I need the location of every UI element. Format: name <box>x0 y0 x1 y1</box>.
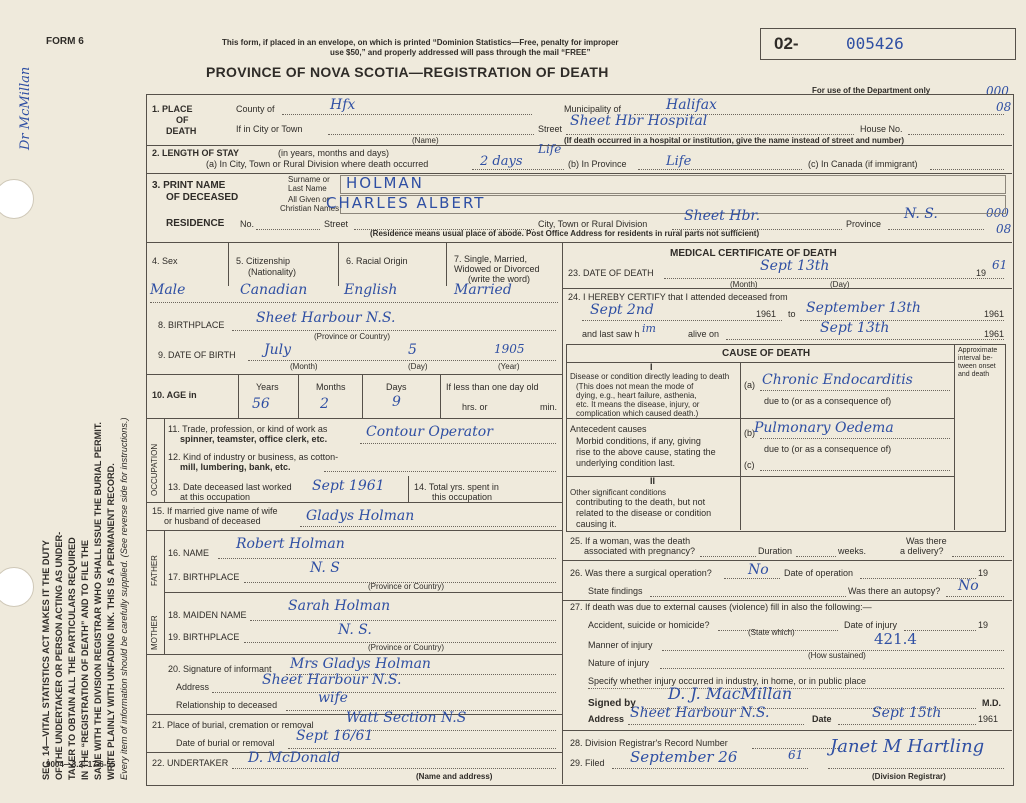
trade-line <box>360 443 556 444</box>
total-years-label-2: this occupation <box>432 492 493 502</box>
spouse-value: Gladys Holman <box>306 508 415 524</box>
interval-label-2: interval be- <box>958 355 993 362</box>
city-line <box>328 134 534 135</box>
age-months: 2 <box>320 396 329 412</box>
cert-to-value: September 13th <box>806 300 921 316</box>
death-year-prefix: 19 <box>976 268 987 278</box>
citizen-label: 5. Citizenship <box>236 256 291 266</box>
racial-label: 6. Racial Origin <box>346 256 408 266</box>
stay-hint: (in years, months and days) <box>278 148 390 158</box>
years-label: Years <box>256 382 279 392</box>
interval-label-4: and death <box>958 371 990 378</box>
divider-r2 <box>562 560 1012 561</box>
age-div-1 <box>238 374 239 418</box>
death-day-hint: (Day) <box>830 280 850 289</box>
interval-div <box>954 344 955 530</box>
divider-4 <box>146 374 562 375</box>
warning-line-1: SEC. 14—VITAL STATISTICS ACT MAKES IT THE DUTY <box>41 540 51 780</box>
disease-label-5: complication which caused death.) <box>576 409 699 418</box>
dob-line <box>248 360 556 361</box>
filed-label: 29. Filed <box>570 758 605 768</box>
stay-a-value: 2 days <box>480 154 523 169</box>
father-name-label: 16. NAME <box>168 548 210 558</box>
signed-value: D. J. MacMillan <box>668 684 793 703</box>
surgery-line <box>724 578 780 579</box>
relationship-value: wife <box>318 690 348 706</box>
min-label: min. <box>540 402 558 412</box>
death-date-line <box>664 278 1004 279</box>
duration-line <box>796 556 836 557</box>
trade-value: Contour Operator <box>366 424 493 440</box>
dob-year-hint: (Year) <box>498 362 520 371</box>
stay-c-line <box>930 169 1004 170</box>
burial-place-label: 21. Place of burial, cremation or removal <box>152 720 314 730</box>
dob-month: July <box>264 342 292 358</box>
mother-maiden-label: 18. MAIDEN NAME <box>168 610 247 620</box>
other-label-4: causing it. <box>576 519 617 529</box>
antecedent-label-1: Antecedent causes <box>570 424 647 434</box>
days-label: Days <box>386 382 407 392</box>
icd-code-value: 421.4 <box>874 630 917 648</box>
signed-address-label: Address <box>588 714 625 724</box>
warning-line-7: Every item of information should be carefully supplied. (See reverse side for instructions.) <box>119 417 129 780</box>
last-saw-value: im <box>642 322 656 335</box>
citizen-sub: (Nationality) <box>248 267 297 277</box>
injury-year-prefix: 19 <box>978 620 989 630</box>
signed-date-label: Date <box>812 714 832 724</box>
place-label-1: 1. PLACE <box>152 104 193 114</box>
warning-line-4: IN THE “REGISTRATION OF DEATH” AND TO FILE THE <box>80 539 90 780</box>
delivery-label-1: Was there <box>906 536 947 546</box>
warning-line-3: TAKER TO OBTAIN ALL THE PARTICULARS REQUIRED <box>67 537 77 780</box>
autopsy-line <box>946 596 1004 597</box>
antecedent-label-2: Morbid conditions, if any, giving <box>576 436 701 446</box>
age-days: 9 <box>392 394 401 410</box>
burial-place-value: Watt Section N.S <box>346 710 467 726</box>
signed-address-line <box>628 724 804 725</box>
father-side-label: FATHER <box>150 555 159 586</box>
birthplace-label: 8. BIRTHPLACE <box>158 320 225 330</box>
external-label: 27. If death was due to external causes (violence) fill in also the following:— <box>570 602 872 612</box>
filed-value: September 26 <box>630 748 738 766</box>
cause-title-divider <box>566 362 954 363</box>
stay-a-label: (a) In City, Town or Rural Division where death occurred <box>206 159 429 169</box>
house-line <box>908 134 1004 135</box>
age-label: 10. AGE in <box>152 390 197 400</box>
cause-divider-1 <box>566 418 954 419</box>
surgery-label: 26. Was there a surgical operation? <box>570 568 712 578</box>
city-name-hint: (Name) <box>412 136 439 145</box>
hrs-label: hrs. or <box>462 402 488 412</box>
undertaker-line <box>232 768 556 769</box>
cause-divider-2 <box>566 476 954 477</box>
cause-title: CAUSE OF DEATH <box>722 348 811 359</box>
registration-number: 005426 <box>846 34 904 53</box>
division-record-label: 28. Division Registrar's Record Number <box>570 738 728 748</box>
county-line <box>282 114 532 115</box>
residence-no-line <box>256 229 320 230</box>
divider-9 <box>146 654 562 655</box>
filed-line <box>612 768 808 769</box>
spouse-label-2: or husband of deceased <box>164 516 261 526</box>
death-month-hint: (Month) <box>730 280 758 289</box>
op-year-prefix: 19 <box>978 568 989 578</box>
surname-label-2: Last Name <box>288 184 327 193</box>
marital-value: Married <box>454 282 512 298</box>
county-label: County of <box>236 104 275 114</box>
nature-line <box>660 668 1004 669</box>
industry-label-1: 12. Kind of industry or business, as cotton- <box>168 452 339 462</box>
father-bp-hint: (Province or Country) <box>368 582 445 591</box>
occupation-div-14 <box>408 476 409 502</box>
place-label-3: DEATH <box>166 126 197 136</box>
given-label-2: Christian Names <box>280 204 340 213</box>
municipality-label: Municipality of <box>564 104 622 114</box>
cause-a-value: Chronic Endocarditis <box>762 372 913 388</box>
last-saw-label: and last saw h <box>582 329 640 339</box>
sex-value: Male <box>150 282 186 298</box>
undertaker-label: 22. UNDERTAKER <box>152 758 229 768</box>
hospital-note: (If death occurred in a hospital or institution, give the name instead of street and number) <box>564 136 905 145</box>
marital-label-2: Widowed or Divorced <box>454 264 540 274</box>
residence-no-label: No. <box>240 219 255 229</box>
disease-label-4: etc. It means the disease, injury, or <box>576 400 700 409</box>
birthplace-value: Sheet Harbour N.S. <box>256 310 396 326</box>
divider-1 <box>146 145 1012 146</box>
cause-b-line <box>760 438 950 439</box>
municipality-value: Halifax <box>666 97 717 113</box>
other-label-1: Other significant conditions <box>570 488 667 497</box>
delivery-line <box>952 556 1004 557</box>
city-label: If in City or Town <box>236 124 303 134</box>
delivery-label-2: a delivery? <box>900 546 944 556</box>
dob-day-hint: (Day) <box>408 362 428 371</box>
weeks-label: weeks. <box>838 546 867 556</box>
residence-province-value: N. S. <box>904 206 938 222</box>
filed-year: 61 <box>788 748 804 762</box>
age-years: 56 <box>252 396 270 412</box>
divider-r4 <box>562 730 1012 731</box>
department-code-2b: 08 <box>996 222 1012 236</box>
informant-sig-value: Mrs Gladys Holman <box>290 656 431 672</box>
undertaker-value: D. McDonald <box>248 750 341 766</box>
personal-div-3 <box>446 242 447 286</box>
registrar-line <box>828 768 1004 769</box>
divider-r1 <box>562 288 1012 289</box>
alive-value: Sept 13th <box>820 320 890 336</box>
mother-bp-label: 19. BIRTHPLACE <box>168 632 240 642</box>
manner-label: Manner of injury <box>588 640 653 650</box>
state-which-hint: (State which) <box>748 628 795 637</box>
how-sustained-hint: (How sustained) <box>808 651 866 660</box>
marital-label-3: (write the word) <box>468 274 531 284</box>
autopsy-label: Was there an autopsy? <box>848 586 941 596</box>
cert-to-year: 1961 <box>984 309 1005 319</box>
mother-side-label: MOTHER <box>150 615 159 650</box>
burial-date-label: Date of burial or removal <box>176 738 275 748</box>
stay-c-label: (c) In Canada (if immigrant) <box>808 159 918 169</box>
department-use-label: For use of the Department only <box>812 86 931 95</box>
cert-label: 24. I HEREBY CERTIFY that I attended deceased from <box>568 292 788 302</box>
pregnancy-label-2: associated with pregnancy? <box>584 546 696 556</box>
street-label: Street <box>538 124 563 134</box>
personal-div-2 <box>338 242 339 286</box>
form-title: PROVINCE OF NOVA SCOTIA—REGISTRATION OF DEATH <box>206 64 609 80</box>
racial-value: English <box>344 282 398 298</box>
residence-note: (Residence means usual place of abode. Post Office Address for residents in rural parts not sufficient) <box>370 229 760 238</box>
surname-value: HOLMAN <box>346 174 424 192</box>
street-line <box>566 134 854 135</box>
divider-2 <box>146 173 1012 174</box>
divider-5 <box>146 418 562 419</box>
surname-box <box>340 175 1006 194</box>
interval-label-3: tween onset <box>958 363 996 370</box>
sidebar-warning <box>40 180 131 780</box>
residence-division-label: City, Town or Rural Division <box>538 219 648 229</box>
pregnancy-label-1: 25. If a woman, was the death <box>570 536 691 546</box>
state-findings-line <box>650 596 846 597</box>
personal-div-1 <box>228 242 229 286</box>
postal-note-1: This form, if placed in an envelope, on which is printed “Dominion Statistics—Free, penalty for improper <box>222 38 619 47</box>
spouse-line <box>300 526 556 527</box>
nature-label: Nature of injury <box>588 658 650 668</box>
residence-street-label: Street <box>324 219 349 229</box>
department-code-1: 000 <box>986 84 1009 98</box>
spouse-label-1: 15. If married give name of wife <box>152 506 278 516</box>
postal-note-2: use $50,” and properly addressed will pass through the mail “FREE” <box>330 48 591 57</box>
county-value: Hfx <box>330 97 356 113</box>
column-divider <box>562 242 563 784</box>
cause-label-div <box>740 362 741 530</box>
divider-8 <box>164 592 562 593</box>
department-code-2: 000 <box>986 206 1009 220</box>
injury-date-label: Date of injury <box>844 620 898 630</box>
cause-b-due: due to (or as a consequence of) <box>764 444 892 454</box>
part-ii-label: II <box>650 476 656 486</box>
mother-bp-value: N. S. <box>338 622 372 638</box>
residence-label: RESIDENCE <box>166 218 225 229</box>
dob-label: 9. DATE OF BIRTH <box>158 350 236 360</box>
mother-maiden-line <box>250 620 556 621</box>
marital-label-1: 7. Single, Married, <box>454 254 528 264</box>
burial-date-line <box>288 748 556 749</box>
warning-line-2: OF THE UNDERTAKER OR PERSON ACTING AS UNDER- <box>54 531 64 780</box>
death-year-value: 61 <box>992 258 1008 272</box>
sex-label: 4. Sex <box>152 256 178 266</box>
accident-label: Accident, suicide or homicide? <box>588 620 710 630</box>
father-name-line <box>218 558 556 559</box>
street-value: Sheet Hbr Hospital <box>570 113 708 129</box>
father-bp-value: N. S <box>310 560 340 576</box>
months-label: Months <box>316 382 346 392</box>
dob-month-hint: (Month) <box>290 362 318 371</box>
cause-a-due: due to (or as a consequence of) <box>764 396 892 406</box>
stay-b-label: (b) In Province <box>568 159 627 169</box>
punch-hole-bottom <box>0 567 34 607</box>
last-worked-label-2: at this occupation <box>180 492 251 502</box>
cert-from-value: Sept 2nd <box>590 302 654 318</box>
cause-b-label: (b) <box>744 428 755 438</box>
antecedent-label-3: rise to the above cause, stating the <box>576 447 716 457</box>
antecedent-label-4: underlying condition last. <box>576 458 676 468</box>
cert-from-line <box>582 320 782 321</box>
specify-label: Specify whether injury occurred in industry, in home, or in public place <box>588 676 866 686</box>
less-than-day-label: If less than one day old <box>446 382 539 392</box>
personal-values-line <box>150 302 558 303</box>
warning-line-6: WRITE PLAINLY WITH UNFADING INK. THIS IS A PERMANENT RECORD. <box>106 463 116 780</box>
informant-sig-label: 20. Signature of informant <box>168 664 272 674</box>
industry-label-2: mill, lumbering, bank, etc. <box>180 462 291 472</box>
mother-maiden-value: Sarah Holman <box>288 598 391 614</box>
registrar-hint: (Division Registrar) <box>872 772 946 781</box>
md-label: M.D. <box>982 698 1001 708</box>
cause-b-value: Pulmonary Oedema <box>754 420 894 436</box>
specify-line <box>588 688 1004 689</box>
disease-label-3: dying, e.g., heart failure, asthenia, <box>576 391 697 400</box>
occupation-side-div <box>164 418 165 502</box>
informant-address-label: Address <box>176 682 210 692</box>
divider-3 <box>146 242 1012 243</box>
last-worked-label-1: 13. Date deceased last worked <box>168 482 292 492</box>
birthplace-line <box>232 330 556 331</box>
informant-address-value: Sheet Harbour N.S. <box>262 672 402 688</box>
punch-hole-top <box>0 179 34 219</box>
name-label-2: OF DECEASED <box>166 192 239 203</box>
medical-title: MEDICAL CERTIFICATE OF DEATH <box>670 248 837 259</box>
undertaker-hint: (Name and address) <box>416 772 493 781</box>
divider-r3 <box>562 600 1012 601</box>
interval-label-1: Approximate <box>958 347 998 354</box>
death-date-label: 23. DATE OF DEATH <box>568 268 654 278</box>
form-code: 9004—3.2: 17-6-55 <box>46 760 116 769</box>
disease-label-2: (This does not mean the mode of <box>576 382 694 391</box>
burial-date-value: Sept 16/61 <box>296 728 374 744</box>
trade-label-1: 11. Trade, profession, or kind of work as <box>168 424 328 434</box>
signed-address-value: Sheet Harbour N.S. <box>630 705 770 721</box>
department-code-1b: 08 <box>996 100 1012 114</box>
state-findings-label: State findings <box>588 586 643 596</box>
residence-province-label: Province <box>846 219 882 229</box>
signed-date-value: Sept 15th <box>872 705 942 721</box>
other-label-2: contributing to the death, but not <box>576 497 706 507</box>
alive-year: 1961 <box>984 329 1005 339</box>
house-label: House No. <box>860 124 903 134</box>
place-label-2: OF <box>176 115 189 125</box>
duration-label: Duration <box>758 546 793 556</box>
residence-province-line <box>888 229 984 230</box>
death-date-value: Sept 13th <box>760 258 830 274</box>
age-div-2 <box>298 374 299 418</box>
signed-label: Signed by <box>588 698 636 709</box>
signed-date-year: 1961 <box>978 714 999 724</box>
warning-line-5: SAME WITH THE DIVISION REGISTRAR WHO SHALL ISSUE THE BURIAL PERMIT. <box>93 422 103 780</box>
occupation-side-label: OCCUPATION <box>150 443 159 496</box>
part-i-label: I <box>650 362 653 372</box>
divider-11 <box>146 752 562 753</box>
dob-year: 1905 <box>494 342 525 356</box>
last-worked-value: Sept 1961 <box>312 478 385 494</box>
residence-division-value: Sheet Hbr. <box>684 208 761 224</box>
stay-b-line <box>638 169 802 170</box>
age-div-3 <box>362 374 363 418</box>
given-value: CHARLES ALBERT <box>326 194 486 212</box>
industry-line <box>324 471 556 472</box>
trade-label-2: spinner, teamster, office clerk, etc. <box>180 434 328 444</box>
cause-c-line <box>760 470 950 471</box>
surgery-value: No <box>748 562 769 578</box>
dob-day: 5 <box>408 342 417 358</box>
cause-a-label: (a) <box>744 380 755 390</box>
registration-prefix: 02- <box>774 34 799 53</box>
relationship-label: Relationship to deceased <box>176 700 278 710</box>
stay-label: 2. LENGTH OF STAY <box>152 148 240 158</box>
citizen-value: Canadian <box>240 282 308 298</box>
cert-from-year: 1961 <box>756 309 777 319</box>
autopsy-value: No <box>958 578 979 594</box>
stay-b-value: Life <box>666 154 692 169</box>
sidebar-annotation: Dr McMillan <box>18 66 33 150</box>
given-label-1: All Given or <box>288 195 330 204</box>
divider-7 <box>146 530 562 531</box>
father-bp-label: 17. BIRTHPLACE <box>168 572 240 582</box>
stay-a-extra: Life <box>538 142 562 156</box>
divider-6 <box>146 502 562 503</box>
total-years-label-1: 14. Total yrs. spent in <box>414 482 499 492</box>
other-label-3: related to the disease or condition <box>576 508 712 518</box>
age-div-4 <box>440 374 441 418</box>
alive-line <box>726 339 1004 340</box>
op-date-label: Date of operation <box>784 568 854 578</box>
surname-label-1: Surname or <box>288 175 330 184</box>
signed-date-line <box>838 724 976 725</box>
informant-address-line <box>212 692 556 693</box>
cert-to-label: to <box>788 309 796 319</box>
alive-label: alive on <box>688 329 720 339</box>
birthplace-hint: (Province or Country) <box>314 332 391 341</box>
form-number: FORM 6 <box>46 36 84 47</box>
name-label-1: 3. PRINT NAME <box>152 180 226 191</box>
disease-label-1: Disease or condition directly leading to death <box>570 372 730 381</box>
cause-c-label: (c) <box>744 460 755 470</box>
mother-bp-hint: (Province or Country) <box>368 643 445 652</box>
father-name-value: Robert Holman <box>236 536 345 552</box>
registrar-value: Janet M Hartling <box>830 736 985 757</box>
stay-a-line <box>472 169 564 170</box>
cause-a-line <box>760 390 950 391</box>
pregnancy-line <box>700 556 756 557</box>
